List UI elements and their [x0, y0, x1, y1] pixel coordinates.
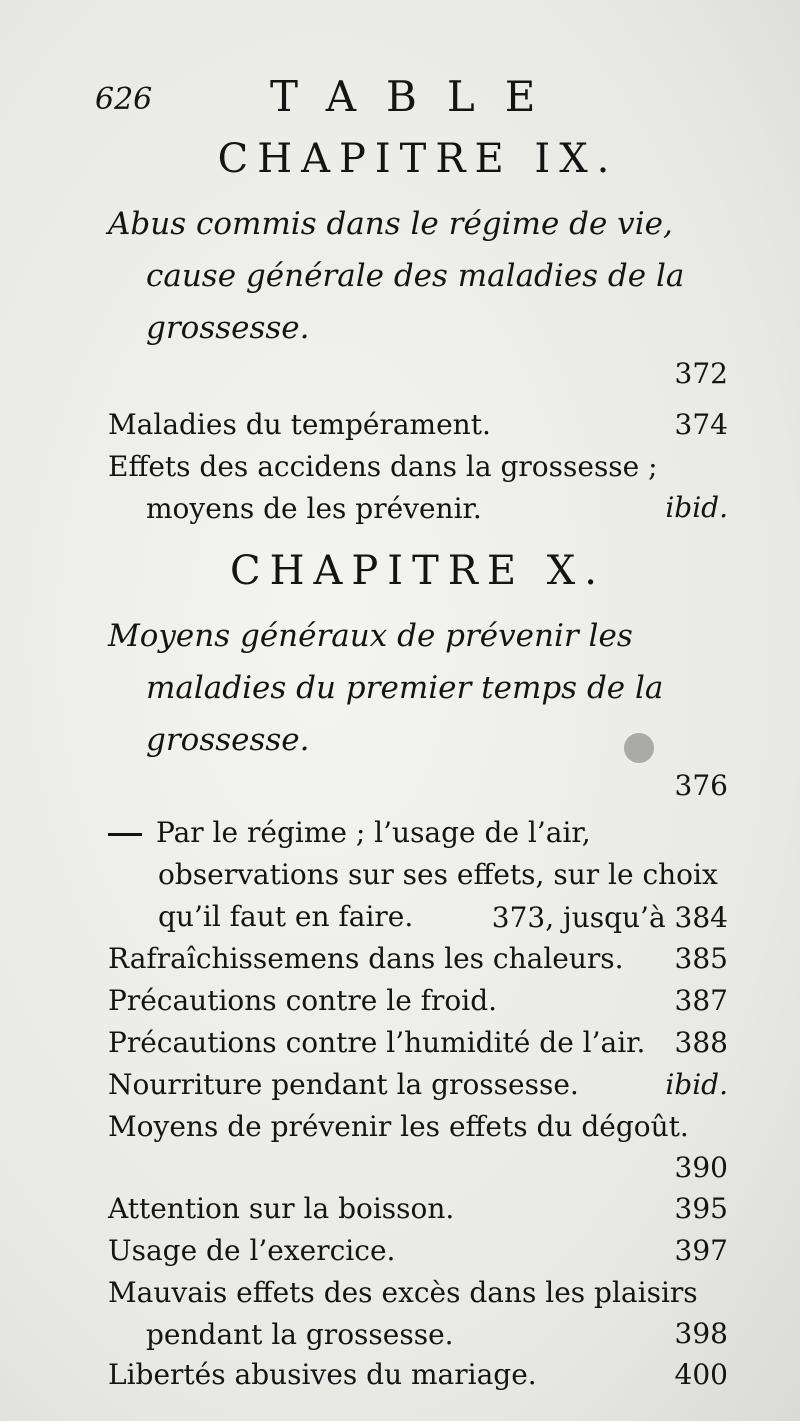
toc-entry-text: Attention sur la boisson. — [108, 1192, 455, 1225]
toc-entry — [108, 1188, 728, 1230]
toc-entry — [108, 1230, 728, 1272]
toc-entry-text: Effets des accidens dans la grossesse ; moyens de les prévenir. — [108, 450, 658, 525]
toc-entry-page: 390 — [674, 1151, 728, 1184]
toc-entry-page: ibid. — [665, 491, 728, 524]
toc-entry-text: Usage de l’exercice. — [108, 1234, 396, 1267]
toc-entry-page: 385 — [674, 942, 728, 975]
toc-entry-text: Précautions contre le froid. — [108, 984, 498, 1017]
chapter-x-heading-text: Moyens généraux de prévenir les maladies du premier temps de la grossesse. — [108, 618, 664, 758]
toc-entry-text: Maladies du tempérament. — [108, 408, 491, 441]
chapter-ix-heading — [108, 198, 728, 354]
page-number: 626 — [95, 82, 153, 117]
chapter-x-title: CHAPITRE X. — [230, 548, 606, 594]
dash-mark — [108, 833, 142, 836]
toc-entry — [108, 1106, 728, 1148]
table-of-contents — [108, 132, 728, 1396]
toc-entry-page: 400 — [674, 1358, 728, 1391]
toc-entry — [108, 980, 728, 1022]
toc-entry-text: Mauvais effets des excès dans les plaisirs pendant la grossesse. — [108, 1276, 698, 1351]
toc-entry-text: Précautions contre l’humidité de l’air. — [108, 1026, 646, 1059]
toc-entry-page: 388 — [674, 1026, 728, 1059]
page-header — [95, 72, 755, 124]
toc-entry-page: 374 — [674, 408, 728, 441]
toc-entry-text: Libertés abusives du mariage. — [108, 1358, 537, 1391]
toc-entry-text: Moyens de prévenir les effets du dégoût. — [108, 1110, 689, 1143]
toc-entry-page: 397 — [674, 1234, 728, 1267]
toc-entry-text: Rafraîchissemens dans les chaleurs. — [108, 942, 624, 975]
chapter-ix-heading-page: 372 — [674, 357, 728, 390]
toc-sub-entry — [108, 812, 728, 938]
chapter-ix-heading-text: Abus commis dans le régime de vie, cause générale des maladies de la grossesse. — [108, 206, 685, 346]
toc-entry — [108, 1064, 728, 1106]
running-title: TABLE — [270, 72, 566, 121]
toc-entry-page: 398 — [674, 1317, 728, 1350]
toc-sub-entry-text: Par le régime ; l’usage de l’air, observations sur ses effets, sur le choix qu’il faut en faire. — [156, 816, 718, 933]
toc-entry-page: ibid. — [665, 1068, 728, 1101]
chapter-x-heading-page: 376 — [674, 769, 728, 802]
toc-entry-text: Nourriture pendant la grossesse. — [108, 1068, 579, 1101]
ink-blot — [624, 733, 654, 763]
toc-sub-entry-page: 373, jusqu’à 384 — [491, 901, 728, 934]
toc-entry — [108, 1022, 728, 1064]
chapter-ix-title: CHAPITRE IX. — [217, 136, 619, 182]
toc-entry — [108, 1354, 728, 1396]
toc-entry — [108, 446, 728, 530]
toc-entry — [108, 404, 728, 446]
toc-entry-page: 395 — [674, 1192, 728, 1225]
toc-entry — [108, 1272, 728, 1356]
toc-entry-page: 387 — [674, 984, 728, 1017]
toc-entry — [108, 938, 728, 980]
